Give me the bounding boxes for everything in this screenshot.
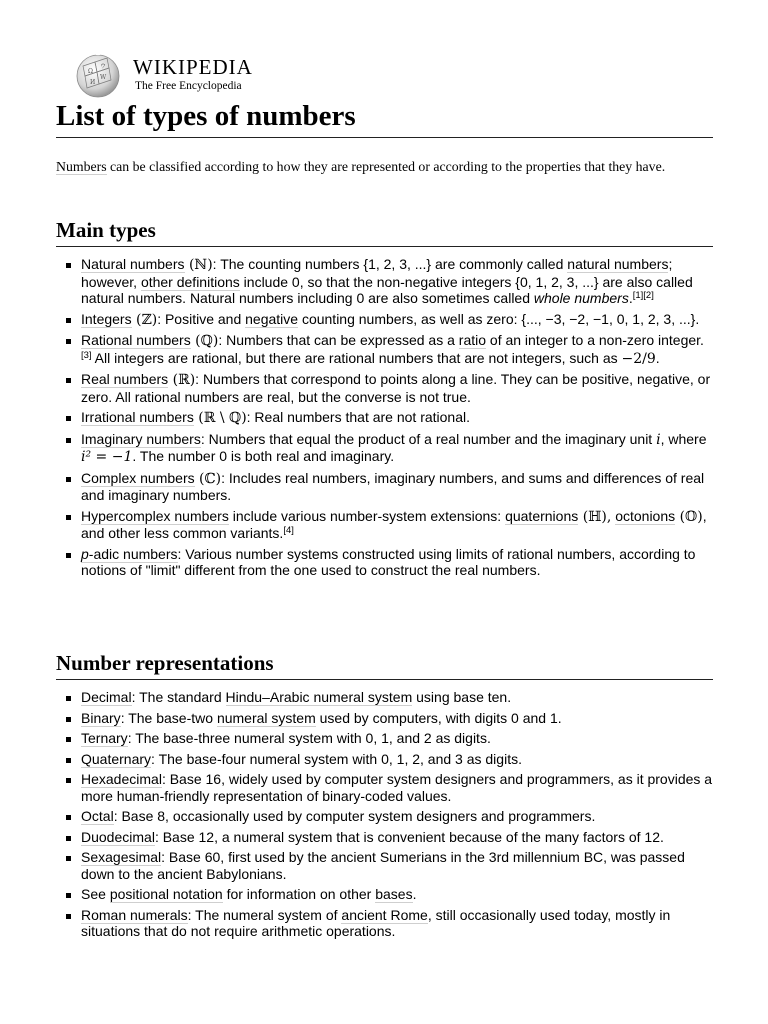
natural-symbol: (ℕ): [184, 257, 213, 273]
hypercomplex-text-3: , and other less common variants.: [81, 507, 707, 541]
numeral-system-link[interactable]: numeral system: [216, 709, 316, 726]
rational-ref[interactable]: [3]: [81, 349, 92, 361]
rational-text-2: of an integer to a non-zero integer.: [486, 332, 704, 348]
roman-numerals-link[interactable]: Roman numerals: [81, 906, 188, 923]
list-item-binary: [56, 710, 713, 727]
other-definitions-link[interactable]: other definitions: [140, 273, 240, 290]
section-heading-number-representations: Number representations: [56, 649, 713, 680]
list-item-octal: [56, 808, 713, 825]
list-item-duodecimal: [56, 829, 713, 846]
numbers-link[interactable]: Numbers: [56, 159, 107, 174]
quaternary-text-1: : The base-four numeral system with 0, 1, 2, and 3 as digits.: [151, 750, 522, 767]
representations-list: [56, 689, 713, 944]
binary-text-2: used by computers, with digits 0 and 1.: [315, 709, 562, 726]
roman-text-1: : The numeral system of: [187, 906, 342, 923]
roman-text-2: , still occasionally used today, mostly in situations that do not require arithmetic operations.: [81, 906, 671, 939]
positional-text-1: for information on other: [222, 886, 376, 902]
list-item-real: [56, 371, 713, 405]
complex-text-1: : Includes real numbers, imaginary numbers, and sums and differences of real and imaginary numbers.: [81, 469, 705, 503]
sexagesimal-link[interactable]: Sexagesimal: [81, 849, 162, 865]
real-text-1: : Numbers that correspond to points along a line. They can be positive, negative, or zero. All rational numbers are real, but the converse is not true.: [81, 371, 711, 405]
imaginary-math-2: i² = −1: [81, 449, 133, 465]
quaternary-link[interactable]: Quaternary: [81, 750, 152, 767]
natural-text-2: ; however,: [81, 256, 673, 290]
ancient-rome-link[interactable]: ancient Rome: [341, 906, 428, 923]
imaginary-numbers-link[interactable]: Imaginary numbers: [81, 430, 201, 447]
list-item-sexagesimal: [56, 849, 713, 882]
duodecimal-text-1: : Base 12, a numeral system that is convenient because of the many factors of 12.: [154, 828, 664, 845]
rational-math: −2/9: [621, 350, 656, 367]
intro-paragraph: [56, 157, 713, 177]
positional-notation-link[interactable]: positional notation: [109, 886, 223, 902]
positional-text-2: .: [412, 886, 417, 902]
site-wordmark[interactable]: WIKIPEDIA: [133, 55, 253, 79]
ternary-link[interactable]: Ternary: [81, 730, 128, 746]
octal-text-1: : Base 8, occasionally used by computer system designers and programmers.: [113, 808, 596, 824]
wikipedia-globe-logo[interactable]: [73, 52, 123, 98]
list-item-roman: [56, 907, 713, 940]
list-item-complex: [56, 470, 713, 504]
decimal-text-1: : The standard: [131, 689, 226, 705]
list-item-irrational: [56, 409, 713, 427]
positional-text-0: See: [81, 886, 110, 902]
section-heading-main-types: Main types: [56, 216, 713, 247]
hypercomplex-numbers-link[interactable]: Hypercomplex numbers: [81, 507, 229, 524]
imaginary-math-1: i: [656, 431, 661, 448]
irrational-text-1: : Real numbers that are not rational.: [246, 409, 470, 425]
list-item-ternary: [56, 730, 713, 747]
decimal-link[interactable]: Decimal: [81, 689, 132, 705]
rational-symbol: (ℚ): [190, 333, 219, 349]
complex-symbol: (ℂ): [194, 470, 222, 487]
natural-text-3: include 0, so that the non-negative integers {0, 1, 2, 3, ...} are also called natural numbers. Natural numbers including 0 are also sometimes called: [81, 273, 693, 306]
list-item-quaternary: [56, 751, 713, 768]
negative-link[interactable]: negative: [245, 310, 299, 327]
integers-symbol: (ℤ): [131, 311, 158, 328]
natural-text-4: .: [628, 290, 633, 306]
bases-link[interactable]: bases: [375, 886, 413, 902]
octal-link[interactable]: Octal: [81, 808, 114, 824]
list-item-hexadecimal: [56, 771, 713, 804]
octonions-symbol: (𝕆): [675, 508, 703, 525]
rational-text-4: .: [655, 349, 660, 366]
sexagesimal-text-1: : Base 60, first used by the ancient Sumerians in the 3rd millennium BC, was passed down to the ancient Babylonians.: [81, 849, 685, 882]
padic-p: p: [81, 545, 89, 562]
list-item-positional: [56, 886, 713, 903]
binary-text-1: : The base-two: [120, 709, 217, 726]
hypercomplex-ref[interactable]: [4]: [283, 525, 294, 536]
list-item-integers: [56, 311, 713, 329]
svg-text:Ω: Ω: [88, 68, 93, 75]
hindu-arabic-link[interactable]: Hindu–Arabic numeral system: [225, 689, 413, 705]
quaternions-symbol: (ℍ),: [578, 508, 612, 525]
padic-text-1: : Various number systems constructed using limits of rational numbers, according to notions of "limit" different from the one used to construct the real numbers.: [81, 545, 696, 578]
hexadecimal-text-1: : Base 16, widely used by computer system designers and programmers, as it provides a more human-friendly representation of binary-coded values.: [81, 771, 713, 804]
integers-text-2: counting numbers, as well as zero: {..., −3, −2, −1, 0, 1, 2, 3, ...}.: [298, 310, 700, 327]
complex-numbers-link[interactable]: Complex numbers: [81, 469, 195, 486]
svg-text:W: W: [100, 74, 107, 81]
page-title: List of types of numbers: [56, 97, 713, 138]
rational-text-1: : Numbers that can be expressed as a: [218, 332, 459, 348]
hypercomplex-text-1: include various number-system extensions:: [228, 507, 506, 524]
octonions-link[interactable]: octonions: [615, 507, 676, 524]
list-item-imaginary: [56, 431, 713, 466]
site-header: [73, 52, 473, 98]
irrational-numbers-link[interactable]: Irrational numbers: [81, 409, 194, 425]
integers-link[interactable]: Integers: [81, 310, 132, 327]
imaginary-text-2: , where: [660, 430, 707, 447]
imaginary-text-3: . The number 0 is both real and imaginary.: [132, 448, 395, 464]
decimal-text-2: using base ten.: [412, 689, 512, 705]
padic-numbers-link[interactable]: [81, 546, 178, 563]
imaginary-text-1: : Numbers that equal the product of a real number and the imaginary unit: [200, 430, 657, 447]
svg-text:И: И: [90, 79, 96, 86]
list-item-rational: [56, 332, 713, 367]
list-item-hypercomplex: [56, 508, 713, 542]
real-symbol: (ℝ): [168, 372, 196, 388]
real-numbers-link[interactable]: Real numbers: [81, 371, 169, 387]
svg-text:ウ: ウ: [100, 63, 107, 70]
integers-text-1: : Positive and: [157, 310, 246, 327]
natural-refs[interactable]: [1][2]: [632, 290, 654, 301]
ternary-text-1: : The base-three numeral system with 0, 1, and 2 as digits.: [127, 730, 491, 746]
main-types-list: [56, 256, 713, 583]
natural-numbers-link-2[interactable]: natural numbers: [567, 256, 669, 272]
natural-numbers-link[interactable]: Natural numbers: [81, 256, 185, 272]
whole-numbers-text: whole numbers: [533, 290, 629, 306]
hexadecimal-link[interactable]: Hexadecimal: [81, 771, 162, 787]
list-item-natural: [56, 256, 713, 307]
quaternions-link[interactable]: quaternions: [505, 507, 579, 524]
intro-text: can be classified according to how they are represented or according to the properties that they have.: [106, 159, 666, 174]
padic-link-text: -adic numbers: [88, 545, 178, 562]
duodecimal-link[interactable]: Duodecimal: [81, 828, 155, 845]
list-item-padic: [56, 546, 713, 579]
rational-text-3: All integers are rational, but there are rational numbers that are not integers, such as: [91, 349, 622, 366]
list-item-decimal: [56, 689, 713, 706]
site-tagline: The Free Encyclopedia: [135, 80, 242, 92]
rational-numbers-link[interactable]: Rational numbers: [81, 332, 191, 348]
binary-link[interactable]: Binary: [81, 709, 121, 726]
ratio-link[interactable]: ratio: [458, 332, 487, 348]
natural-text-1: : The counting numbers {1, 2, 3, ...} are commonly called: [212, 256, 568, 272]
irrational-symbol: (ℝ \ ℚ): [193, 410, 247, 426]
